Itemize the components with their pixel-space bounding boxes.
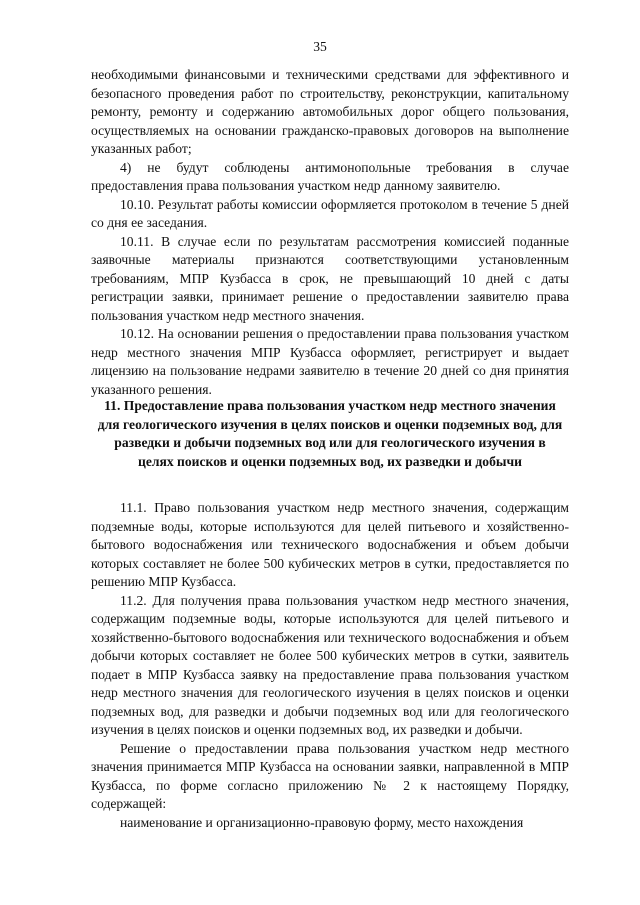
section-heading-block [91, 397, 569, 471]
paragraph: необходимыми финансовыми и техническими средствами для эффективного и безопасного проведения работ по строительству, реконструкции, капитальному ремонту, ремонту и содержанию автомобильных дорог общего пользования, осуществляемых на основании гражданско-правовых договоров на выполнение указанных работ; [91, 67, 569, 156]
page-number: 35 [313, 39, 327, 54]
section-heading: 11. Предоставление права пользования участком недр местного значения для геологического изучения в целях поисков и оценки подземных вод, для разведки и добычи подземных вод или для геологического изучения в целях поисков и оценки подземных вод, их разведки и добычи [97, 398, 563, 469]
paragraph: 10.12. На основании решения о предоставлении права пользования участком недр местного значения МПР Кузбасса оформляет, регистрирует и выдает лицензию на пользование недрами заявителю в течение 20 дней со дня принятия указанного решения. [91, 326, 569, 397]
text-block-top [91, 66, 569, 399]
text-block-bottom [91, 499, 569, 832]
paragraph: наименование и организационно-правовую форму, место нахождения [120, 814, 524, 830]
paragraph: 4) не будут соблюдены антимонопольные требования в случае предоставления права пользования участком недр данному заявителю. [91, 159, 569, 193]
paragraph: Решение о предоставлении права пользования участком недр местного значения принимается МПР Кузбасса на основании заявки, направленной в МПР Кузбасса, по форме согласно приложению № 2 к настоящему Порядку, содержащей: [91, 740, 569, 811]
paragraph: 10.11. В случае если по результатам рассмотрения комиссией поданные заявочные материалы признаются соответствующими установленным требованиям, МПР Кузбасса в срок, не превышающий 10 дней с даты регистрации заявки, принимает решение о предоставлении заявителю права пользования участком недр местного значения. [91, 233, 569, 323]
paragraph: 10.10. Результат работы комиссии оформляется протоколом в течение 5 дней со дня ее заседания. [91, 196, 569, 230]
paragraph: 11.1. Право пользования участком недр местного значения, содержащим подземные воды, которые используются для целей питьевого и хозяйственно-бытового водоснабжения или технического водоснабжения и объем добычи которых составляет не более 500 кубических метров в сутки, предоставляется по решению МПР Кузбасса. [91, 500, 569, 589]
paragraph: 11.2. Для получения права пользования участком недр местного значения, содержащим подземные воды, которые используются для целей питьевого и хозяйственно-бытового водоснабжения или технического водоснабжения и объем добычи которых составляет не более 500 кубических метров в сутки, заявитель подает в МПР Кузбасса заявку на предоставление права пользования участком недр местного значения для геологического изучения в целях поисков и оценки подземных вод, для разведки и добычи подземных вод или для геологического изучения в целях поисков и оценки подземных вод, их разведки и добычи. [91, 592, 569, 737]
